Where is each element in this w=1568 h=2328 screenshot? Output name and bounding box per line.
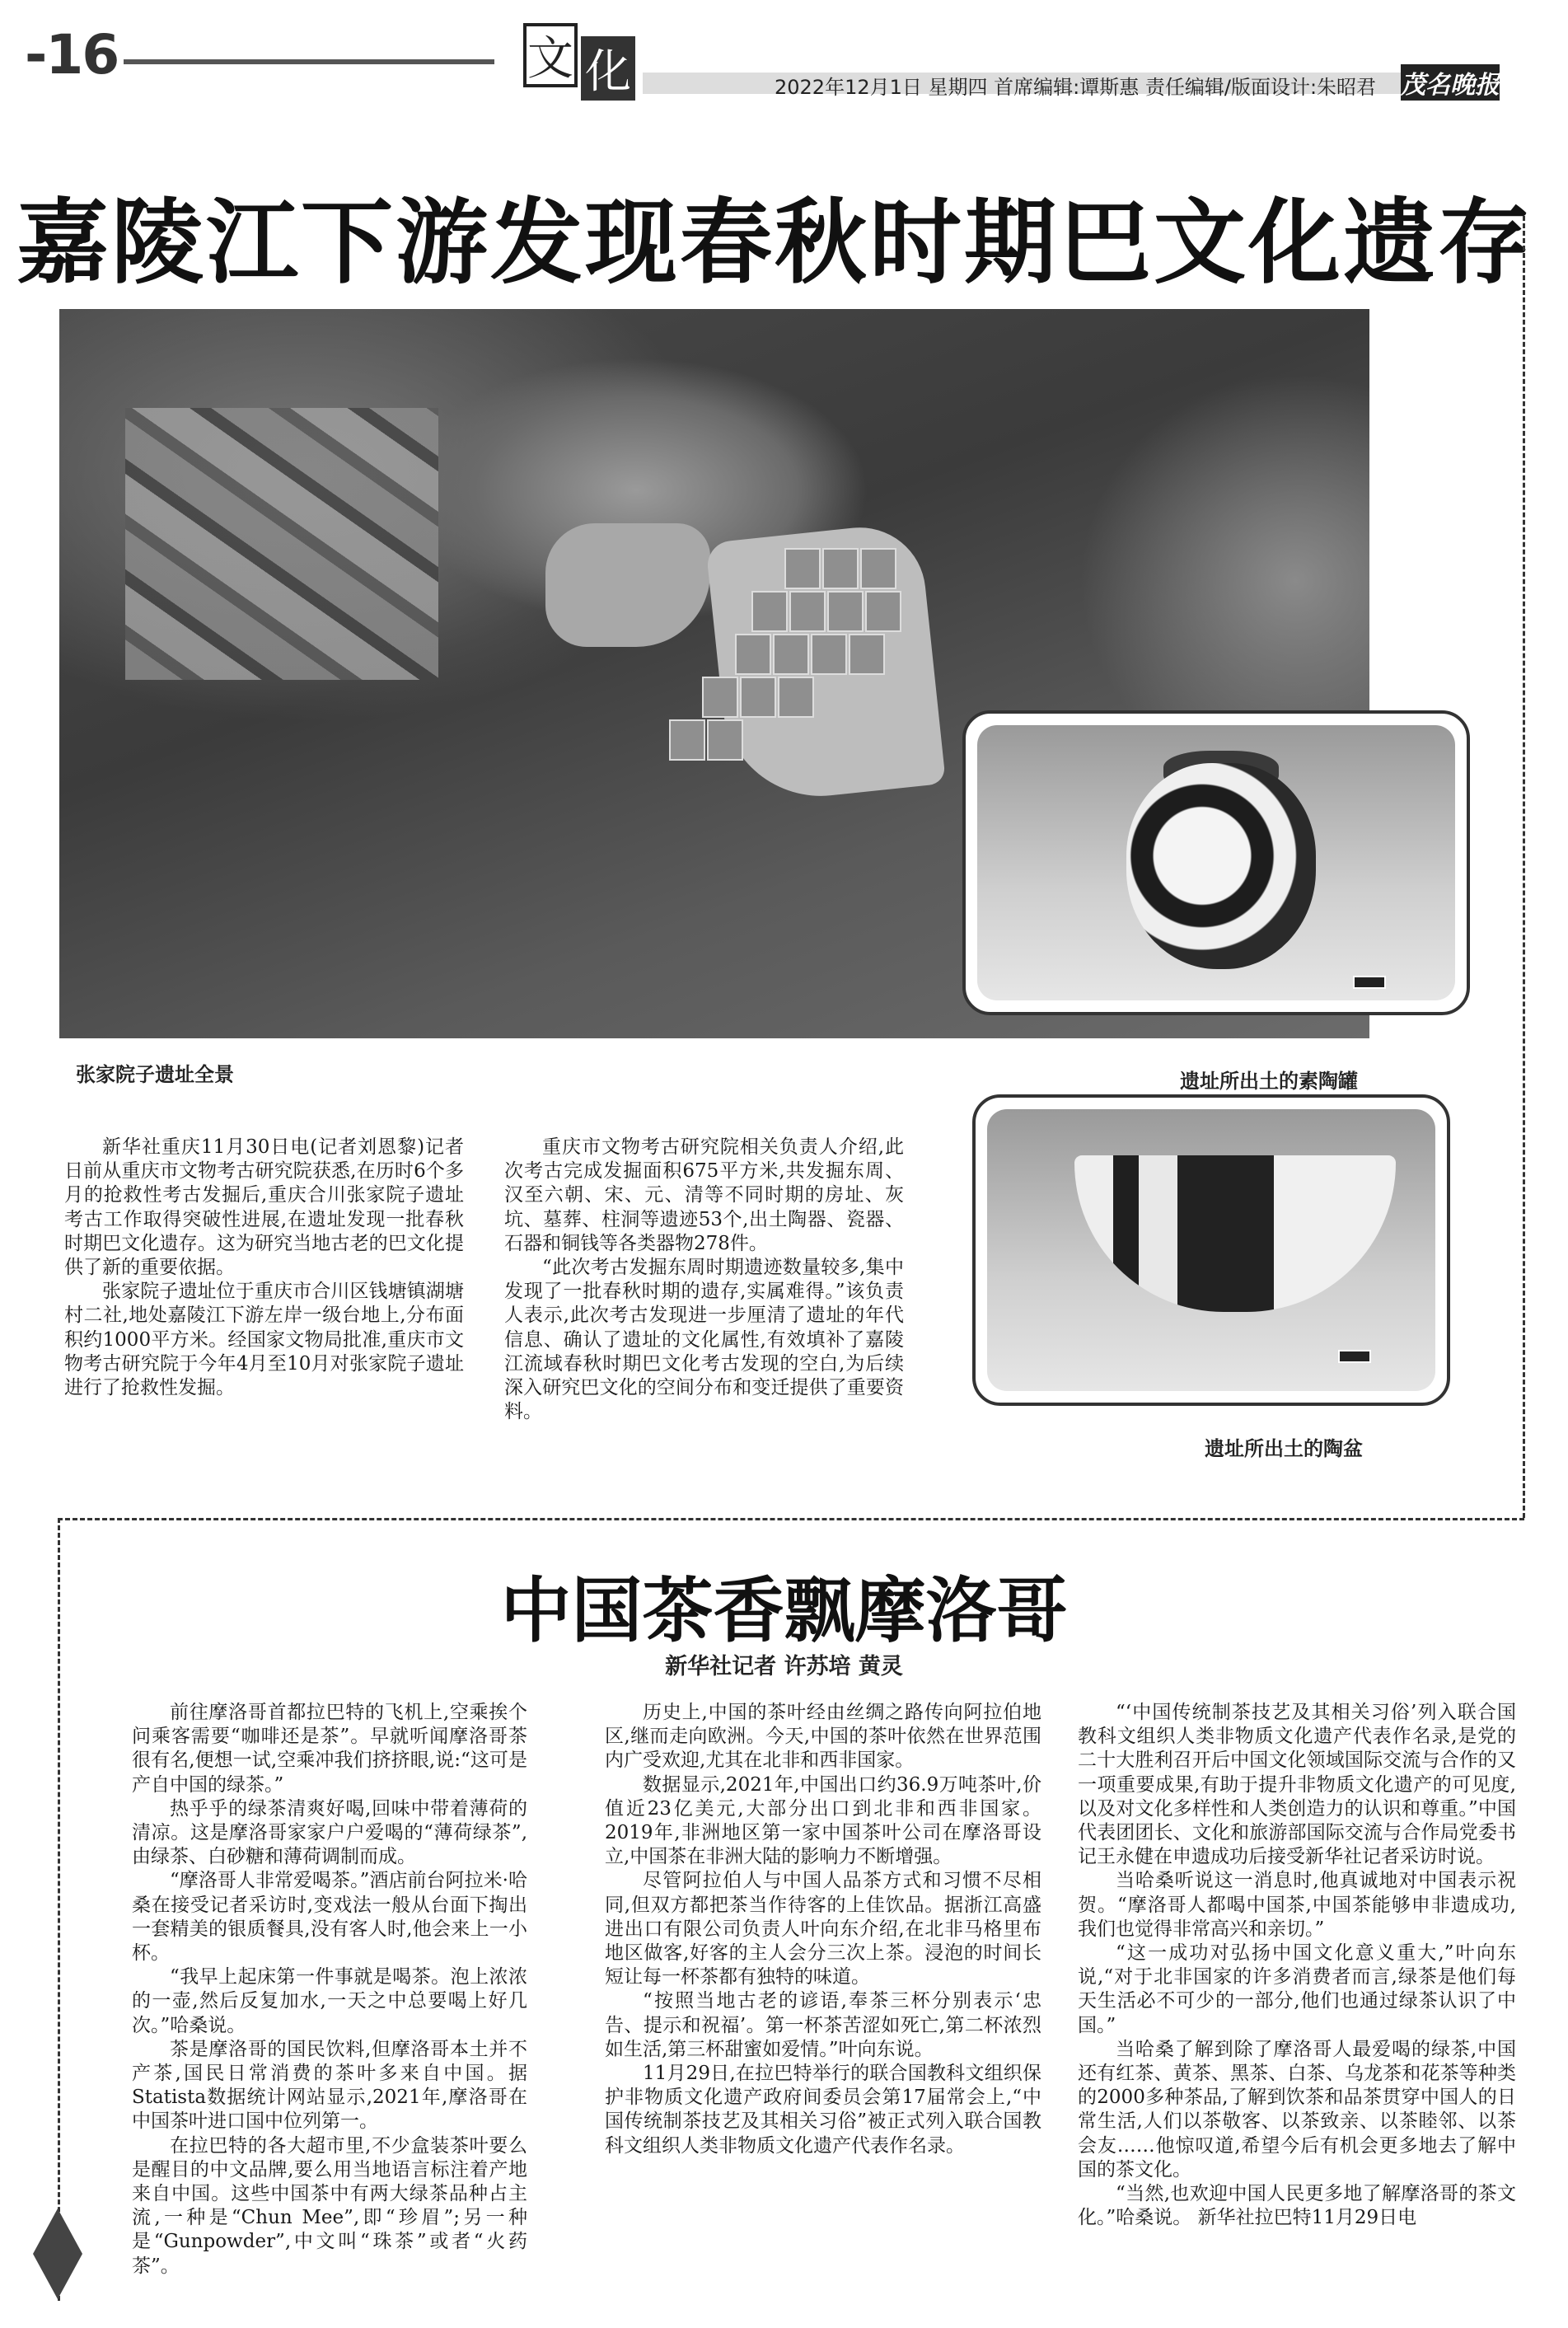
excavation-grid <box>751 548 933 779</box>
article2-column-1 <box>132 1701 527 2279</box>
paragraph: 新华社重庆11月30日电(记者刘恩黎)记者日前从重庆市文物考古研究院获悉,在历时6个多月的抢救性考古发掘后,重庆合川张家院子遗址考古工作取得突破性进展,在遗址发现一批春秋时期巴文化遗存。这为研究当地古老的巴文化提供了新的重要依据。 <box>64 1136 464 1279</box>
paragraph: 热乎乎的绿茶清爽好喝,回味中带着薄荷的清凉。这是摩洛哥家家户户爱喝的“薄荷绿茶”,由绿茶、白砂糖和薄荷调制而成。 <box>132 1797 527 1868</box>
paragraph: “按照当地古老的谚语,奉茶三杯分别表示‘忠告、提示和祝福’。第一杯茶苦涩如死亡,第二杯浓烈如生活,第三杯甜蜜如爱情。”叶向东说。 <box>605 1990 1041 2060</box>
paragraph: 重庆市文物考古研究院相关负责人介绍,此次考古完成发掘面积675平方米,共发掘东周、汉至六朝、宋、元、清等不同时期的房址、灰坑、墓葬、柱洞等遗迹53个,出土陶器、瓷器、石器和铜钱等各类器物278件。 <box>504 1136 904 1254</box>
dashed-divider-vertical <box>1523 216 1525 1518</box>
dashed-divider-horizontal <box>58 1518 1524 1520</box>
article1-headline: 嘉陵江下游发现春秋时期巴文化遗存 <box>16 190 1533 297</box>
paragraph: 尽管阿拉伯人与中国人品茶方式和习惯不尽相同,但双方都把茶当作待客的上佳饮品。据浙江高盛进出口有限公司负责人叶向东介绍,在北非马格里布地区做客,好客的主人会分三次上茶。浸泡的时间长短让每一杯茶都有独特的味道。 <box>605 1870 1041 1988</box>
paragraph: 当哈桑了解到除了摩洛哥人最爱喝的绿茶,中国还有红茶、黄茶、黑茶、白茶、乌龙茶和花茶等种类的2000多种茶品,了解到饮茶和品茶贯穿中国人的日常生活,人们以茶敬客、以茶致亲、以茶睦邻、以茶会友……他惊叹道,希望今后有机会更多地去了解中国的茶文化。 <box>1078 2038 1516 2180</box>
paragraph: 前往摩洛哥首都拉巴特的飞机上,空乘挨个问乘客需要“咖啡还是茶”。早就听闻摩洛哥茶很有名,便想一试,空乘冲我们挤挤眼,说:“这可是产自中国的绿茶。” <box>132 1702 527 1796</box>
paragraph: “摩洛哥人非常爱喝茶。”酒店前台阿拉米·哈桑在接受记者采访时,变戏法一般从台面下掏出一套精美的银质餐具,没有客人时,他会来上一小杯。 <box>132 1870 527 1965</box>
caption-main-photo: 张家院子遗址全景 <box>76 1063 234 1086</box>
article2-byline: 新华社记者 许苏培 黄灵 <box>665 1654 903 1679</box>
page-number: -16 <box>25 23 119 87</box>
dateline: 2022年12月1日 星期四 首席编辑:谭斯惠 责任编辑/版面设计:朱昭君 <box>775 76 1377 99</box>
article2-headline: 中国茶香飘摩洛哥 <box>500 1570 1068 1652</box>
paragraph: 数据显示,2021年,中国出口约36.9万吨茶叶,价值近23亿美元,大部分出口到北非和西非国家。2019年,非洲地区第一家中国茶叶公司在摩洛哥设立,中国茶在非洲大陆的影响力不断增强。 <box>605 1773 1041 1868</box>
pond <box>545 523 710 647</box>
header-rule <box>124 59 494 64</box>
newspaper-logo: 茂名晚报 <box>1401 64 1500 101</box>
paragraph: 11月29日,在拉巴特举行的联合国教科文组织保护非物质文化遗产政府间委员会第17届常会上,“中国传统制茶技艺及其相关习俗”被正式列入联合国教科文组织人类非物质文化遗产代表作名录。 <box>605 2063 1041 2157</box>
section-char-2: 化 <box>581 36 635 101</box>
paragraph: “这一成功对弘扬中国文化意义重大,”叶向东说,“对于北非国家的许多消费者而言,绿茶是他们每天生活必不可少的一部分,他们也通过绿茶认识了中国。” <box>1078 1942 1516 2036</box>
caption-bowl: 遗址所出土的陶盆 <box>1205 1437 1363 1460</box>
paragraph: 历史上,中国的茶叶经由丝绸之路传向阿拉伯地区,继而走向欧洲。今天,中国的茶叶依然在世界范围内广受欢迎,尤其在北非和西非国家。 <box>605 1702 1041 1772</box>
bowl-photo <box>972 1094 1450 1406</box>
diamond-ornament-icon <box>33 2209 82 2299</box>
article2-column-3 <box>1078 1701 1516 2230</box>
article1-column-2 <box>504 1136 904 1424</box>
section-char-1: 文 <box>523 23 578 87</box>
paragraph: “此次考古发掘东周时期遗迹数量较多,集中发现了一批春秋时期的遗存,实属难得。”该负责人表示,此次考古发现进一步厘清了遗址的年代信息、确认了遗址的文化属性,有效填补了嘉陵江流域春秋时期巴文化考古发现的空白,为后续深入研究巴文化的空间分布和变迁提供了重要资料。 <box>504 1257 904 1423</box>
paragraph: 当哈桑听说这一消息时,他真诚地对中国表示祝贺。“摩洛哥人都喝中国茶,中国茶能够申非遗成功,我们也觉得非常高兴和亲切。” <box>1078 1870 1516 1940</box>
paragraph: “‘中国传统制茶技艺及其相关习俗’列入联合国教科文组织人类非物质文化遗产代表作名录,是党的二十大胜利召开后中国文化领域国际交流与合作的又一项重要成果,有助于提升非物质文化遗产的可见度,以及对文化多样性和人类创造力的认识和尊重。”中国代表团团长、文化和旅游部国际交流与合作局党委书记王永健在申遗成功后接受新华社记者采访时说。 <box>1078 1702 1516 1868</box>
village-roofs <box>125 408 438 680</box>
clay-jar <box>1126 763 1316 969</box>
caption-jar: 遗址所出土的素陶罐 <box>1180 1070 1358 1093</box>
paragraph: 在拉巴特的各大超市里,不少盒装茶叶要么是醒目的中文品牌,要么用当地语言标注着产地来自中国。这些中国茶中有两大绿茶品种占主流,一种是“Chun Mee”,即“珍眉”;另一种是“Gunpowder”,中文叫“珠茶”或者“火药茶”。 <box>132 2134 527 2277</box>
paragraph: 张家院子遗址位于重庆市合川区钱塘镇湖塘村二社,地处嘉陵江下游左岸一级台地上,分布面积约1000平方米。经国家文物局批准,重庆市文物考古研究院于今年4月至10月对张家院子遗址进行了抢救性发掘。 <box>64 1281 464 1399</box>
paragraph: “我早上起床第一件事就是喝茶。泡上浓浓的一壶,然后反复加水,一天之中总要喝上好几次。”哈桑说。 <box>132 1966 527 2036</box>
paragraph: “当然,也欢迎中国人民更多地了解摩洛哥的茶文化。”哈桑说。 新华社拉巴特11月29日电 <box>1078 2183 1516 2229</box>
paragraph: 茶是摩洛哥的国民饮料,但摩洛哥本土并不产茶,国民日常消费的茶叶多来自中国。据Statista数据统计网站显示,2021年,摩洛哥在中国茶叶进口国中位列第一。 <box>132 2038 527 2133</box>
article1-column-1 <box>64 1136 464 1400</box>
article2-column-2 <box>605 1701 1041 2158</box>
jar-photo <box>962 710 1470 1015</box>
